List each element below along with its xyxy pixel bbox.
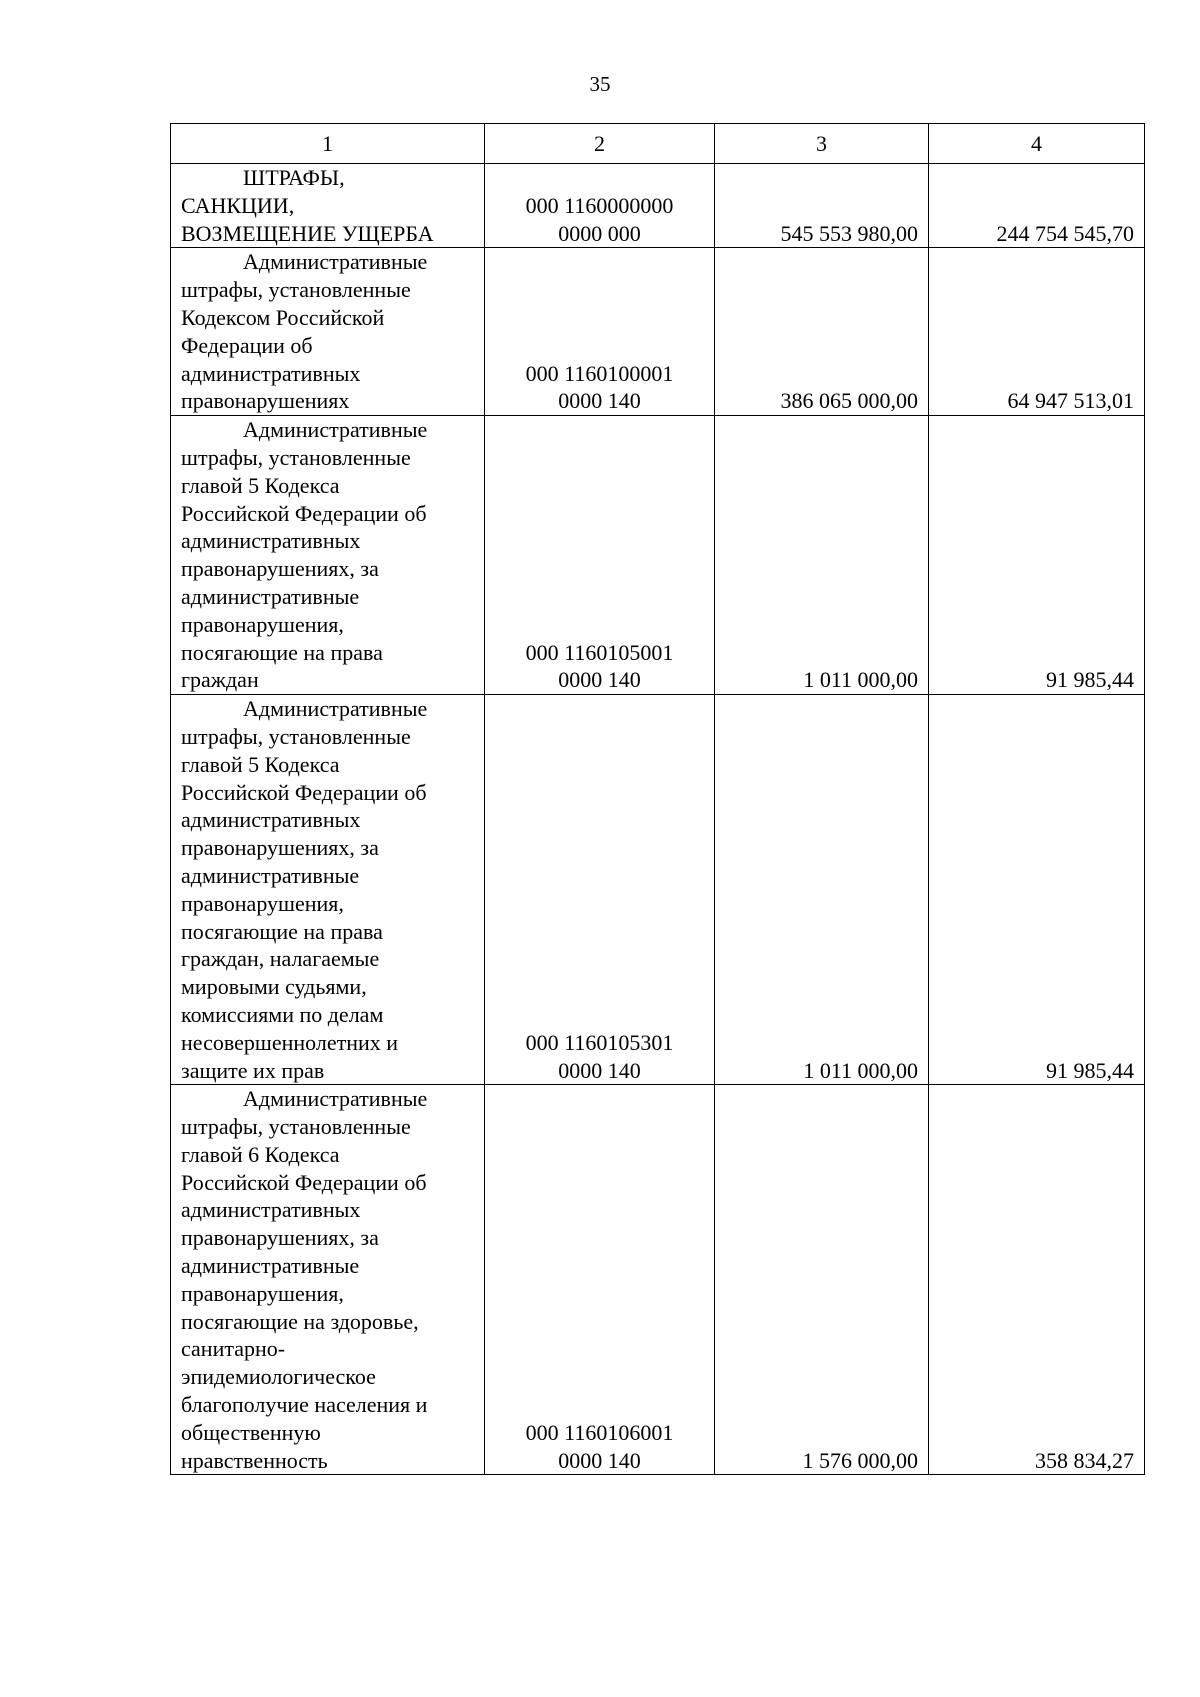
revenue-name-line: административные bbox=[181, 1253, 360, 1279]
revenue-name-line: Административные bbox=[243, 696, 428, 722]
table-row bbox=[171, 416, 1145, 695]
table-row bbox=[171, 1085, 1145, 1475]
revenue-name-line: Федерации об bbox=[181, 332, 313, 358]
header-col-1: 1 bbox=[171, 124, 485, 164]
revenue-name-cell bbox=[171, 695, 485, 1085]
revenue-name-line: правонарушениях bbox=[181, 388, 350, 414]
budget-code-line: 0000 140 bbox=[558, 1057, 641, 1083]
header-col-4: 4 bbox=[929, 124, 1145, 164]
revenue-name-line: правонарушения, bbox=[181, 1280, 344, 1306]
revenue-name-line: правонарушениях, за bbox=[181, 1225, 379, 1251]
budget-code-cell bbox=[485, 416, 715, 695]
revenue-name-line: главой 5 Кодекса bbox=[181, 751, 340, 777]
revenue-name-line: общественную bbox=[181, 1419, 321, 1445]
table-row bbox=[171, 695, 1145, 1085]
budget-code-line: 0000 140 bbox=[558, 667, 641, 693]
revenue-name-line: нравственность bbox=[181, 1447, 328, 1473]
revenue-name-line: посягающие на права bbox=[181, 639, 383, 665]
revenue-name-line: правонарушениях, за bbox=[181, 835, 379, 861]
amount-fact-cell: 91 985,44 bbox=[929, 695, 1145, 1085]
revenue-name-line: штрафы, установленные bbox=[181, 1114, 411, 1140]
revenue-name-line: Кодексом Российской bbox=[181, 304, 385, 330]
revenue-name-line: правонарушениях, за bbox=[181, 556, 379, 582]
revenue-name-line: посягающие на здоровье, bbox=[181, 1308, 419, 1334]
revenue-name-line: посягающие на права bbox=[181, 918, 383, 944]
budget-code-line: 0000 140 bbox=[558, 1447, 641, 1473]
amount-plan-cell: 386 065 000,00 bbox=[715, 248, 929, 416]
revenue-name-line: комиссиями по делам bbox=[181, 1001, 384, 1027]
revenue-name-line: административных bbox=[181, 360, 361, 386]
revenue-name-cell bbox=[171, 1085, 485, 1475]
revenue-name-line: административные bbox=[181, 862, 360, 888]
revenue-name-cell bbox=[171, 164, 485, 248]
revenue-name-line: Административные bbox=[243, 249, 428, 275]
revenue-name-first-line bbox=[181, 248, 474, 276]
revenue-name-first-line bbox=[181, 1085, 474, 1113]
revenue-name-line: административных bbox=[181, 807, 361, 833]
revenue-name-line: правонарушения, bbox=[181, 890, 344, 916]
revenue-name-line: Административные bbox=[243, 417, 428, 443]
revenue-name-first-line bbox=[181, 416, 474, 444]
revenue-name-cell bbox=[171, 248, 485, 416]
revenue-name-line: штрафы, установленные bbox=[181, 723, 411, 749]
revenue-name-line: граждан, налагаемые bbox=[181, 946, 380, 972]
revenue-name-line: административные bbox=[181, 583, 360, 609]
revenue-name-line: эпидемиологическое bbox=[181, 1364, 376, 1390]
revenue-name-line: мировыми судьями, bbox=[181, 974, 367, 1000]
revenue-name-line: благополучие населения и bbox=[181, 1392, 428, 1418]
revenue-name-line: ШТРАФЫ, bbox=[243, 165, 345, 190]
amount-plan-cell: 1 011 000,00 bbox=[715, 416, 929, 695]
table-header-row bbox=[171, 124, 1145, 164]
revenue-name-line: административных bbox=[181, 528, 361, 554]
budget-code-line: 000 1160000000 bbox=[525, 192, 674, 218]
budget-code-cell bbox=[485, 1085, 715, 1475]
amount-plan-cell: 1 576 000,00 bbox=[715, 1085, 929, 1475]
budget-table bbox=[170, 123, 1145, 1475]
revenue-name-line: санитарно- bbox=[181, 1336, 286, 1362]
revenue-name-cell bbox=[171, 416, 485, 695]
revenue-name-line: ВОЗМЕЩЕНИЕ УЩЕРБА bbox=[181, 220, 434, 246]
amount-fact-cell: 64 947 513,01 bbox=[929, 248, 1145, 416]
budget-code-line: 000 1160105001 bbox=[525, 639, 674, 665]
revenue-name-line: Административные bbox=[243, 1086, 428, 1112]
table-row bbox=[171, 248, 1145, 416]
budget-code-line: 0000 000 bbox=[558, 220, 641, 246]
revenue-name-line: штрафы, установленные bbox=[181, 444, 411, 470]
amount-plan-cell: 545 553 980,00 bbox=[715, 164, 929, 248]
revenue-name-first-line bbox=[181, 164, 474, 192]
header-col-2: 2 bbox=[485, 124, 715, 164]
budget-code-cell bbox=[485, 248, 715, 416]
revenue-name-line: Российской Федерации об bbox=[181, 1169, 427, 1195]
revenue-name-line: граждан bbox=[181, 667, 259, 693]
header-col-3: 3 bbox=[715, 124, 929, 164]
revenue-name-line: САНКЦИИ, bbox=[181, 192, 295, 218]
amount-fact-cell: 358 834,27 bbox=[929, 1085, 1145, 1475]
revenue-name-line: главой 5 Кодекса bbox=[181, 472, 340, 498]
budget-code-line: 000 1160100001 bbox=[525, 360, 674, 386]
budget-code-line: 000 1160105301 bbox=[525, 1029, 674, 1055]
revenue-name-first-line bbox=[181, 695, 474, 723]
page-number: 35 bbox=[589, 72, 611, 96]
revenue-name-line: правонарушения, bbox=[181, 611, 344, 637]
revenue-name-line: административных bbox=[181, 1197, 361, 1223]
table-row bbox=[171, 164, 1145, 248]
revenue-name-line: Российской Федерации об bbox=[181, 500, 427, 526]
revenue-name-line: Российской Федерации об bbox=[181, 779, 427, 805]
revenue-name-line: несовершеннолетних и bbox=[181, 1029, 399, 1055]
budget-code-line: 0000 140 bbox=[558, 388, 641, 414]
amount-plan-cell: 1 011 000,00 bbox=[715, 695, 929, 1085]
revenue-name-line: главой 6 Кодекса bbox=[181, 1141, 340, 1167]
amount-fact-cell: 244 754 545,70 bbox=[929, 164, 1145, 248]
amount-fact-cell: 91 985,44 bbox=[929, 416, 1145, 695]
budget-code-cell bbox=[485, 164, 715, 248]
budget-code-line: 000 1160106001 bbox=[525, 1419, 674, 1445]
revenue-name-line: штрафы, установленные bbox=[181, 277, 411, 303]
budget-code-cell bbox=[485, 695, 715, 1085]
revenue-name-line: защите их прав bbox=[181, 1057, 325, 1083]
